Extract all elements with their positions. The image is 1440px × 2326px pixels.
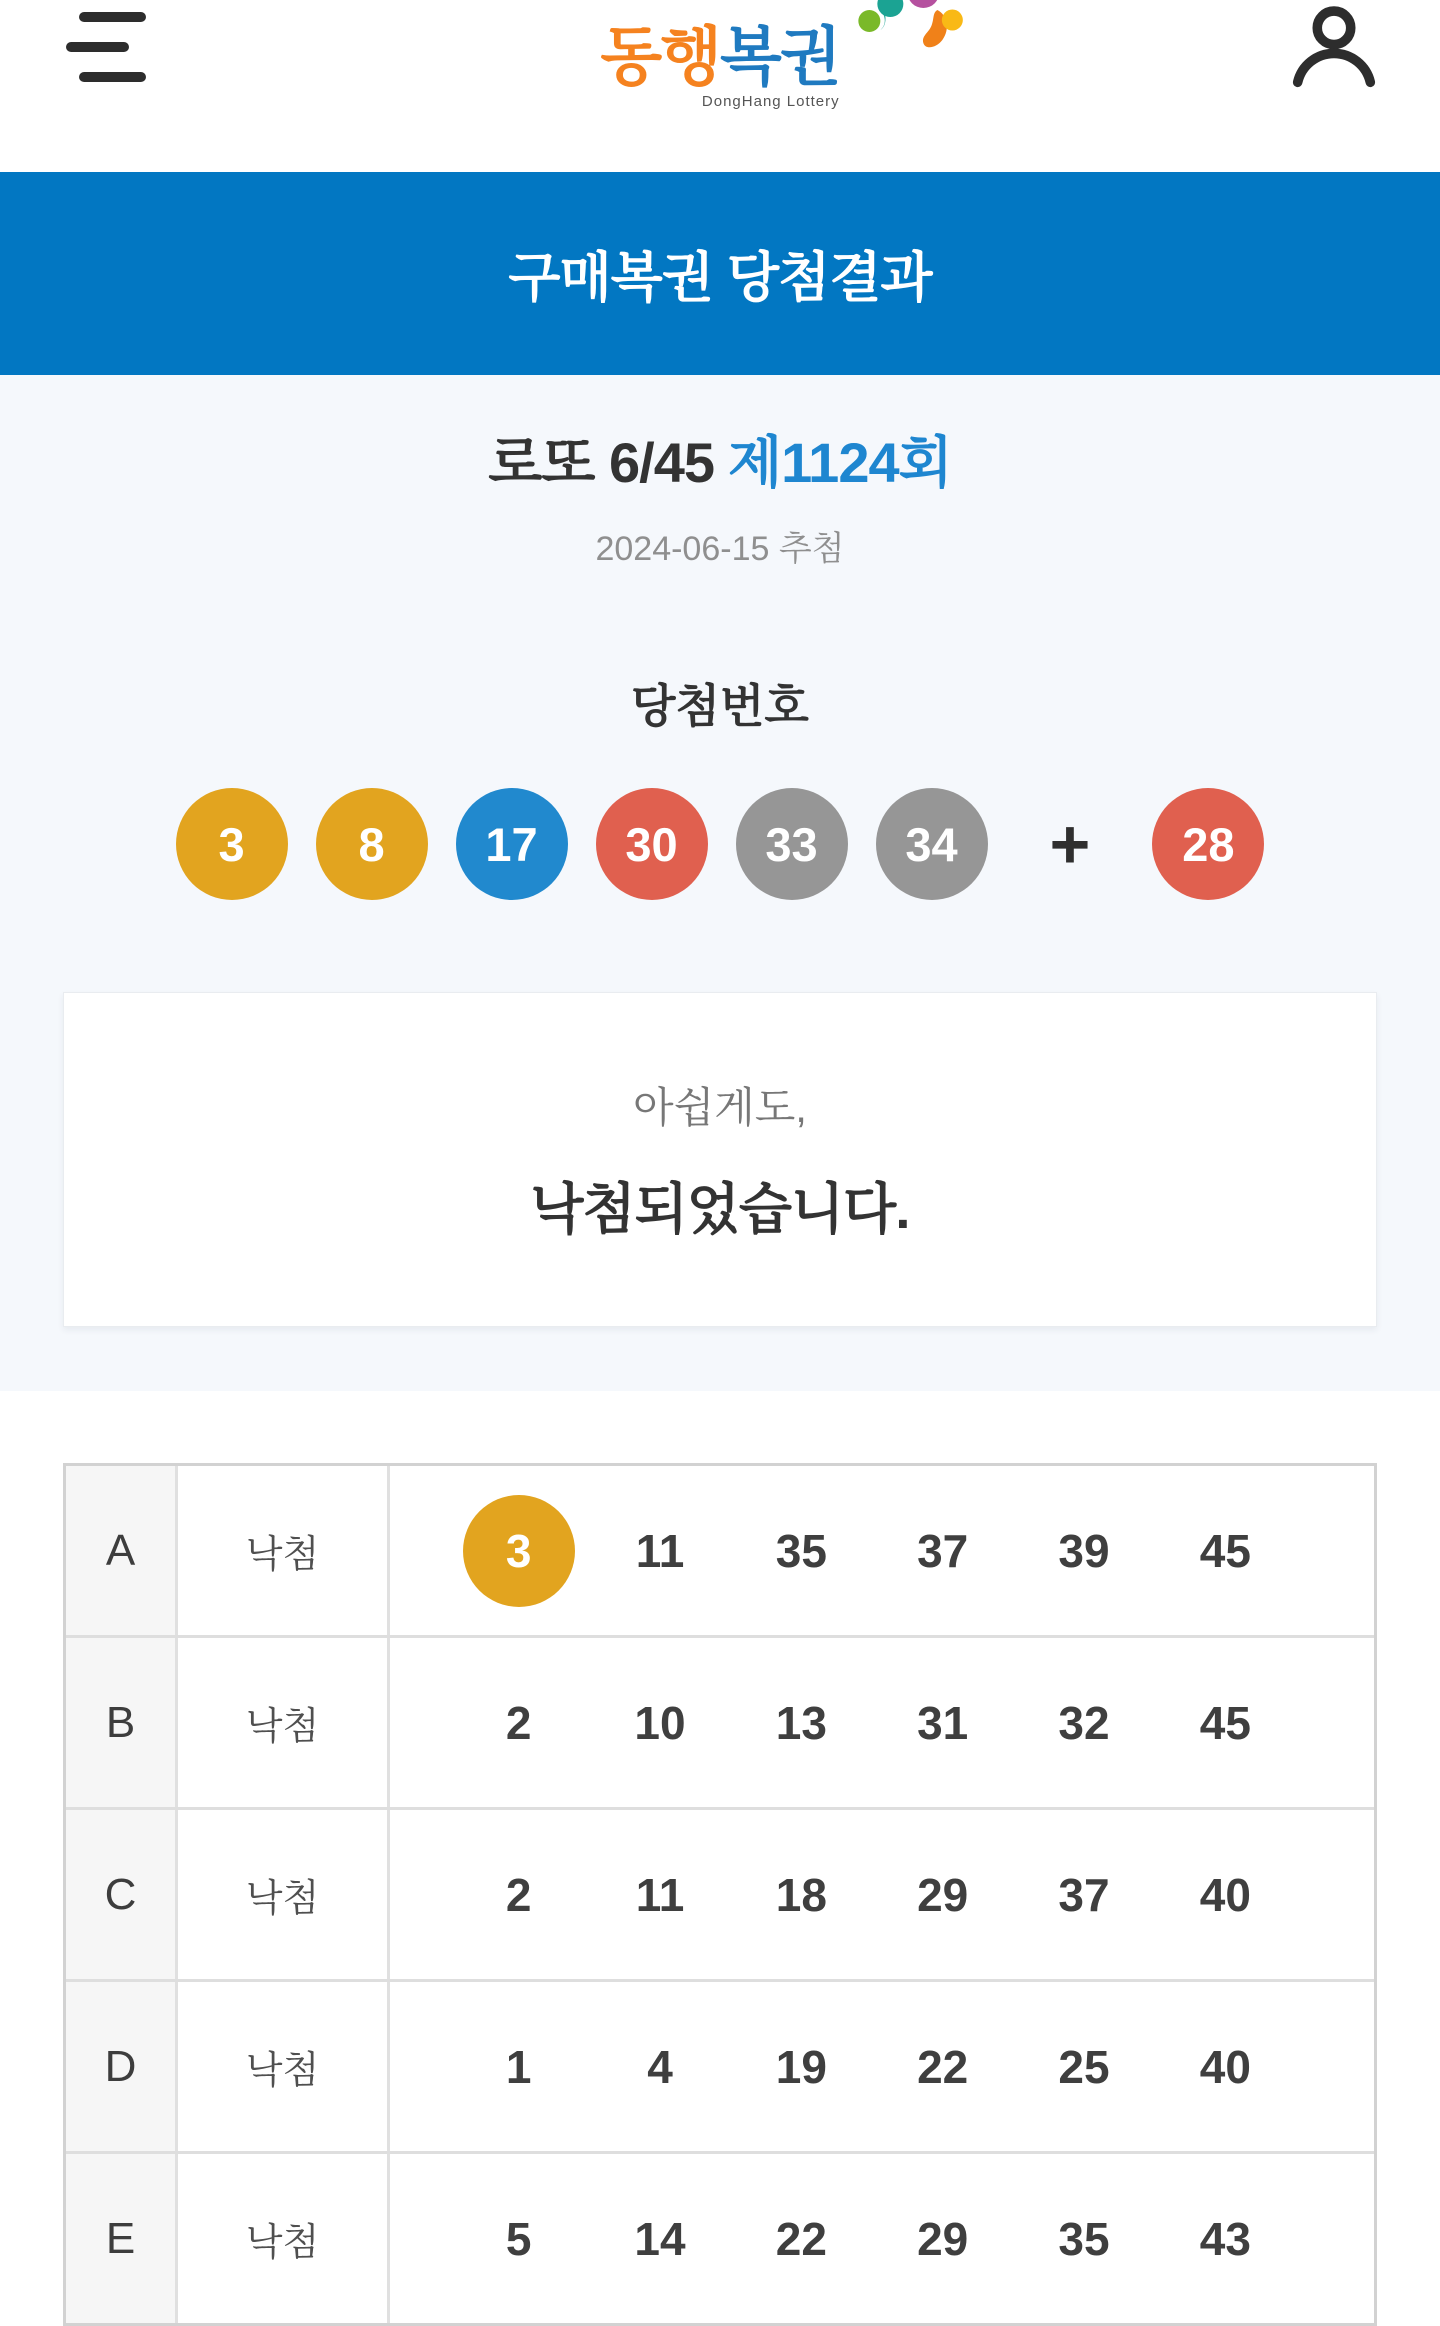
ticket-number: 10 — [634, 1696, 686, 1749]
lotto-ball: 30 — [596, 788, 708, 900]
person-icon — [1290, 2, 1378, 90]
ticket-number: 13 — [775, 1696, 827, 1749]
ticket-status: 낙첨 — [178, 2154, 390, 2323]
ticket-label: A — [66, 1466, 178, 1635]
page-title: 구매복권 당첨결과 — [508, 248, 932, 308]
ticket-number: 14 — [634, 2212, 686, 2265]
ticket-number: 31 — [917, 1696, 969, 1749]
ticket-number: 19 — [775, 2040, 827, 2093]
ticket-number: 11 — [635, 1524, 685, 1577]
lotto-ball: 8 — [316, 788, 428, 900]
ticket-row-e — [66, 2151, 1374, 2323]
logo-subtitle: DongHang Lottery — [701, 93, 840, 111]
lotto-ball: 3 — [176, 788, 288, 900]
ticket-numbers — [390, 2154, 1374, 2323]
ticket-numbers — [390, 1466, 1374, 1635]
ticket-number: 29 — [917, 2212, 969, 2265]
result-message-card — [63, 992, 1377, 1327]
lotto-ball: 33 — [736, 788, 848, 900]
hamburger-menu-icon[interactable] — [66, 12, 146, 82]
ticket-status: 낙첨 — [178, 1982, 390, 2151]
ticket-status: 낙첨 — [178, 1466, 390, 1635]
ticket-number: 11 — [635, 1868, 685, 1921]
result-section — [0, 375, 1440, 1391]
ticket-row-d — [66, 1979, 1374, 2151]
profile-button[interactable] — [1290, 2, 1378, 90]
ticket-number: 29 — [917, 1868, 969, 1921]
ticket-status: 낙첨 — [178, 1638, 390, 1807]
draw-date: 2024-06-15 추첨 — [595, 530, 845, 568]
ticket-number: 40 — [1199, 2040, 1251, 2093]
ticket-numbers — [390, 1982, 1374, 2151]
winning-numbers-row — [0, 788, 1440, 900]
ticket-label: D — [66, 1982, 178, 2151]
tickets-table — [63, 1463, 1377, 2326]
ticket-number: 37 — [917, 1524, 969, 1577]
ticket-number: 5 — [505, 2212, 532, 2265]
ticket-label: E — [66, 2154, 178, 2323]
ticket-status: 낙첨 — [178, 1810, 390, 1979]
app-header — [0, 0, 1440, 172]
bonus-ball: 28 — [1152, 788, 1264, 900]
lotto-ball: 17 — [456, 788, 568, 900]
ticket-numbers — [390, 1810, 1374, 1979]
draw-title — [0, 419, 1440, 499]
page-title-banner — [0, 172, 1440, 375]
tickets-section — [0, 1391, 1440, 2326]
ticket-number: 22 — [775, 2212, 827, 2265]
ticket-number: 40 — [1199, 1868, 1251, 1921]
plus-sign: + — [1049, 805, 1091, 883]
logo-part2: 복권 — [720, 21, 840, 93]
donghang-lottery-logo[interactable] — [600, 21, 840, 111]
ticket-label: B — [66, 1638, 178, 1807]
game-name: 로또 6/45 — [488, 431, 715, 494]
ticket-label: C — [66, 1810, 178, 1979]
ticket-row-b — [66, 1635, 1374, 1807]
ticket-numbers — [390, 1638, 1374, 1807]
ticket-number: 37 — [1058, 1868, 1110, 1921]
ticket-number: 43 — [1199, 2212, 1251, 2265]
ticket-number: 32 — [1058, 1696, 1110, 1749]
result-message-line1: 아쉽게도, — [633, 1084, 807, 1131]
draw-number: 제1124회 — [728, 431, 952, 494]
ticket-number: 35 — [1058, 2212, 1110, 2265]
ticket-row-c — [66, 1807, 1374, 1979]
lotto-ball: 34 — [876, 788, 988, 900]
ticket-number: 18 — [775, 1868, 827, 1921]
ticket-row-a — [66, 1466, 1374, 1635]
ticket-number: 39 — [1058, 1524, 1110, 1577]
logo-decoration-icon — [850, 0, 968, 60]
ticket-number: 45 — [1199, 1524, 1251, 1577]
ticket-number: 1 — [505, 2040, 532, 2093]
ticket-number: 3 — [463, 1495, 575, 1607]
logo-part1: 동행 — [600, 21, 720, 93]
ticket-number: 45 — [1199, 1696, 1251, 1749]
ticket-number: 4 — [647, 2040, 673, 2093]
ticket-number: 25 — [1058, 2040, 1110, 2093]
ticket-number: 35 — [775, 1524, 827, 1577]
ticket-number: 2 — [505, 1696, 532, 1749]
result-message-line2: 낙첨되었습니다. — [530, 1178, 910, 1240]
ticket-number: 2 — [505, 1868, 532, 1921]
winning-numbers-label: 당첨번호 — [631, 680, 809, 732]
ticket-number: 22 — [917, 2040, 969, 2093]
logo-text — [600, 21, 840, 93]
